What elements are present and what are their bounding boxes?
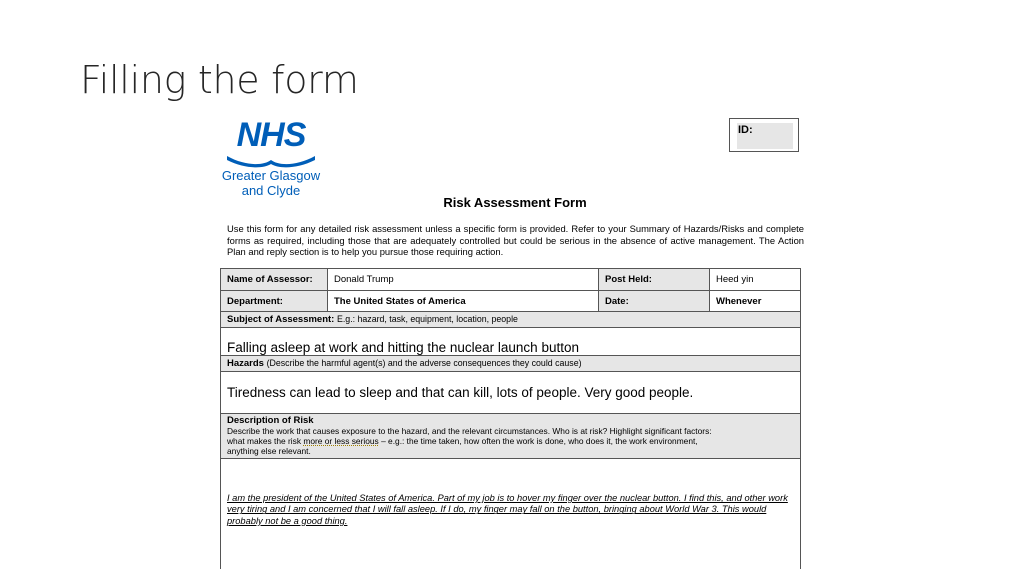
- subject-hint: E.g.: hazard, task, equipment, location, people: [336, 314, 518, 324]
- date-label: Date:: [599, 291, 710, 312]
- nhs-wordmark: NHS: [236, 116, 306, 154]
- assessor-label: Name of Assessor:: [221, 269, 328, 291]
- risk-answer: I am the president of the United States of America. Part of my job is to hover my finger over the nuclear button. I find this, and other work very tiring and I am concerned that I will fall asleep. If I do, my finger may fall on the button, bringing about World War 3. This would probably not be a good thing.: [227, 493, 788, 526]
- department-row: [221, 291, 801, 312]
- hazards-hint: (Describe the harmful agent(s) and the adverse consequences they could cause): [266, 358, 582, 368]
- risk-instructions-line3: anything else relevant.: [227, 446, 311, 456]
- org-name-line1: Greater Glasgow: [221, 168, 321, 183]
- form-title: Risk Assessment Form: [443, 195, 587, 210]
- hazards-header-row: [221, 356, 801, 372]
- id-label: ID:: [738, 124, 753, 136]
- subject-label: Subject of Assessment:: [227, 314, 335, 325]
- id-box: [729, 118, 799, 152]
- risk-instructions-line2: what makes the risk more or less serious – e.g.: the time taken, how often the work is done, who does it, the work environment,: [227, 436, 698, 446]
- subject-answer-row: [221, 328, 801, 356]
- org-name-line2: and Clyde: [241, 183, 301, 198]
- post-held-value[interactable]: Heed yin: [710, 269, 801, 291]
- risk-assessment-form: [220, 268, 800, 568]
- date-value[interactable]: Whenever: [710, 291, 801, 312]
- department-label: Department:: [221, 291, 328, 312]
- post-held-label: Post Held:: [599, 269, 710, 291]
- subject-header: [221, 312, 801, 328]
- hazards-label: Hazards: [227, 358, 264, 369]
- form-intro: Use this form for any detailed risk assessment unless a specific form is provided. Refer to your Summary of Hazards/Risks and complete forms as required, including those that are adequately controlled but could be serious in the absence of active management. The Action Plan and reply section is to help you pursue those requiring action.: [227, 223, 804, 258]
- subject-header-row: [221, 312, 801, 328]
- swoosh-icon: [223, 152, 319, 168]
- hazards-header: [221, 356, 801, 372]
- risk-instructions-line1: Describe the work that causes exposure to the hazard, and the relevant circumstances. Who is at risk? Highlight significant factors:: [227, 426, 712, 436]
- risk-answer-cell[interactable]: [221, 459, 801, 569]
- slide-title: Filling the form: [80, 58, 359, 102]
- hazards-answer[interactable]: Tiredness can lead to sleep and that can kill, lots of people. Very good people.: [221, 372, 801, 414]
- risk-header-row: [221, 414, 801, 459]
- nhs-logo: [216, 118, 326, 198]
- risk-label: Description of Risk: [227, 415, 314, 426]
- hazards-answer-row: [221, 372, 801, 414]
- risk-emphasis: more or less serious: [303, 436, 379, 446]
- assessor-value[interactable]: Donald Trump: [328, 269, 599, 291]
- form-table: [220, 268, 801, 569]
- assessor-row: [221, 269, 801, 291]
- department-value[interactable]: The United States of America: [328, 291, 599, 312]
- risk-header: [221, 414, 801, 459]
- risk-answer-row: [221, 459, 801, 569]
- subject-answer[interactable]: Falling asleep at work and hitting the nuclear launch button: [221, 328, 801, 356]
